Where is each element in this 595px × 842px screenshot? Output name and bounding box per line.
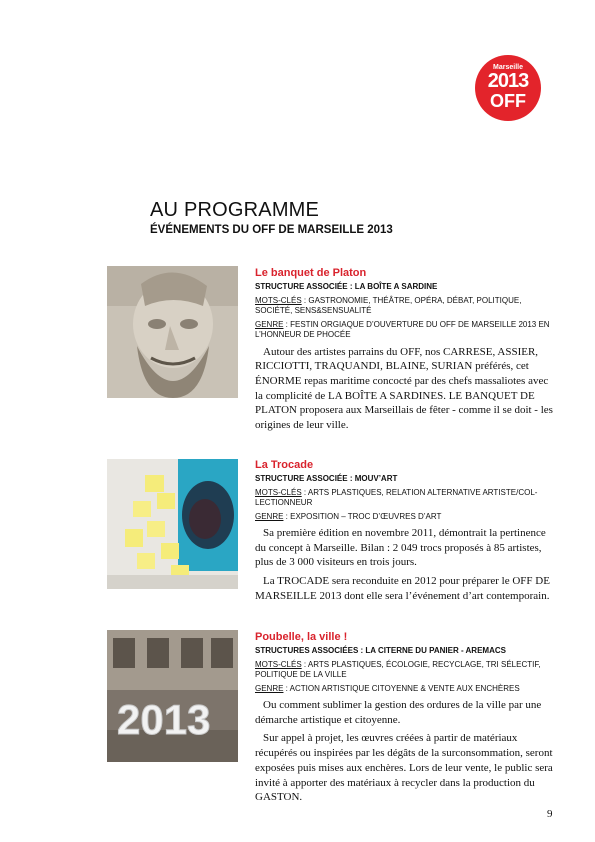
trocade-sticky-notes-image: [107, 459, 238, 589]
plato-bust-image: [107, 266, 238, 398]
logo-line-year: 2013: [487, 70, 529, 92]
keywords-value: : ARTS PLASTIQUES, ÉCOLOGIE, RECYCLAGE, TRI SÉLECTIF, POLITIQUE DE LA VILLE: [255, 659, 541, 679]
event-keywords: [255, 296, 555, 317]
logo-line-off: OFF: [490, 91, 526, 111]
sculpture-year-text: 2013: [117, 696, 211, 743]
event-genre: [255, 512, 555, 523]
keywords-label: MOTS-CLÉS: [255, 487, 302, 497]
event-description: La TROCADE sera reconduite en 2012 pour préparer le OFF DE MARSEILLE 2013 dont elle sera l’événement d’art contemporain.: [255, 575, 550, 602]
event-structure: STRUCTURE ASSOCIÉE : MOUV’ART: [255, 474, 398, 483]
genre-label: GENRE: [255, 683, 284, 693]
page-subtitle: ÉVÉNEMENTS DU OFF DE MARSEILLE 2013: [150, 224, 393, 236]
event-keywords: [255, 488, 555, 509]
genre-label: GENRE: [255, 511, 284, 521]
event-description: Sa première édition en novembre 2011, démontrait la pertinence du concept à Marseille. Bilan : 2 049 trocs proposés à 85 artistes, plus de 3 000 visiteurs en trois jours.: [255, 527, 546, 569]
event-poubelle-la-ville: [255, 630, 555, 805]
keywords-value: : ARTS PLASTIQUES, RELATION ALTERNATIVE ARTISTE/COL-LECTIONNEUR: [255, 487, 538, 507]
genre-value: : EXPOSITION – TROC D’ŒUVRES D’ART: [283, 511, 442, 521]
event-structure: STRUCTURE ASSOCIÉE : LA BOÎTE A SARDINE: [255, 282, 438, 291]
event-description: Autour des artistes parrains du OFF, nos CARRESE, ASSIER, RICCIOTTI, TRAQUANDI, BLAINE, SURIAN préférés, cet ÉNORME repas maritime concocté par des chefs massaliotes avec la complicité de LA BOÎTE A SARDINES. LE BANQUET DE PLATON proposera aux Marseillais de fêter - comme il se doit - les origines de leur ville.: [255, 345, 553, 432]
genre-label: GENRE: [255, 319, 284, 329]
event-title: Le banquet de Platon: [255, 267, 367, 279]
event-title: La Trocade: [255, 459, 314, 471]
logo-line-marseille: Marseille: [493, 64, 523, 71]
page-heading: [150, 199, 393, 237]
event-banquet-de-platon: [255, 266, 555, 433]
page-number: 9: [547, 808, 553, 820]
event-genre: [255, 320, 555, 341]
keywords-value: : GASTRONOMIE, THÉÂTRE, OPÉRA, DÉBAT, POLITIQUE, SOCIÉTÉ, SENS&SENSUALITÉ: [255, 295, 522, 315]
poubelle-2013-image: [107, 630, 238, 762]
event-keywords: [255, 660, 555, 681]
event-description: Ou comment sublimer la gestion des ordures de la ville par une démarche artistique et citoyenne.: [255, 699, 542, 726]
event-structure: STRUCTURES ASSOCIÉES : LA CITERNE DU PANIER - AREMACS: [255, 646, 506, 655]
event-title: Poubelle, la ville !: [255, 631, 348, 643]
event-genre: [255, 684, 555, 695]
event-description: Sur appel à projet, les œuvres créées à partir de matériaux récupérés ou inspirées par les dégâts de la surconsommation, seront exposées puis mises aux enchères. Lors de leur vente, le public sera invité à apporter des matériaux à recycler dans la production du GASTON.: [255, 732, 553, 804]
off-2013-logo: [475, 55, 541, 121]
genre-value: : FESTIN ORGIAQUE D’OUVERTURE DU OFF DE MARSEILLE 2013 EN L’HONNEUR DE PHOCÉE: [255, 319, 550, 339]
keywords-label: MOTS-CLÉS: [255, 659, 302, 669]
keywords-label: MOTS-CLÉS: [255, 295, 302, 305]
event-la-trocade: [255, 458, 555, 604]
page-title: AU PROGRAMME: [150, 199, 320, 221]
genre-value: : ACTION ARTISTIQUE CITOYENNE & VENTE AUX ENCHÈRES: [283, 683, 520, 693]
